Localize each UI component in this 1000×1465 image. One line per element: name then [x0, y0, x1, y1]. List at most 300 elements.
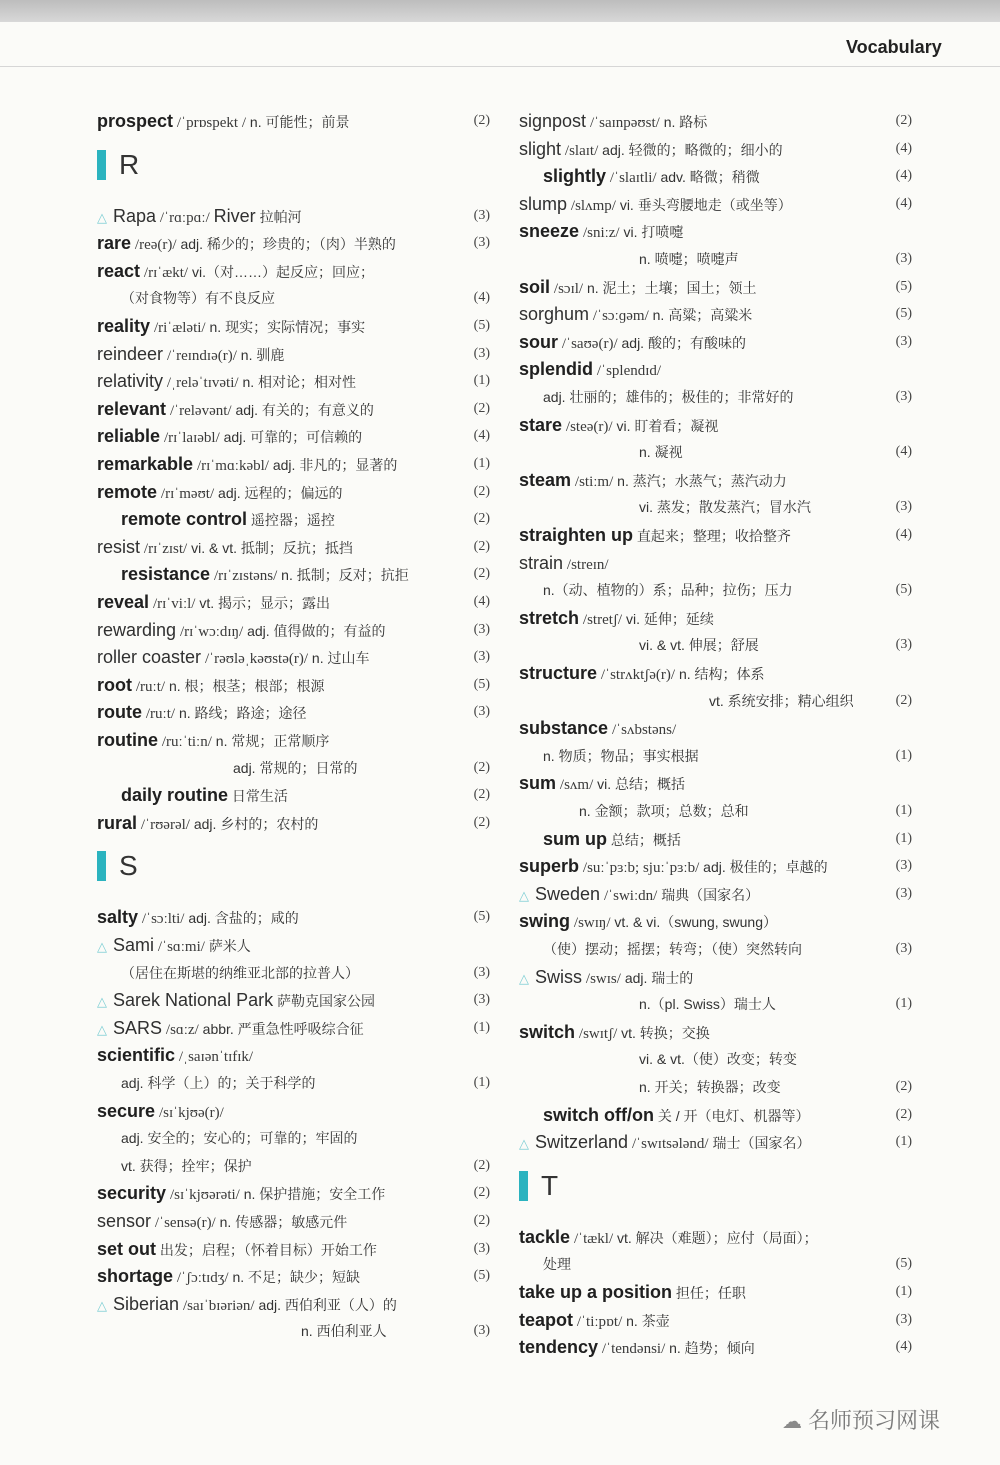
entry-content [543, 936, 802, 962]
section-marker [97, 150, 106, 180]
unit-number: (3) [895, 885, 912, 901]
phonetic: /ˈsplendɪd/ [596, 363, 662, 380]
entry-content [97, 341, 284, 369]
headword: security [97, 1183, 167, 1204]
phonetic: /sniːz/ [582, 225, 620, 242]
definition: n. 根；根茎；根部；根源 [168, 677, 325, 694]
headword: slight [519, 138, 562, 159]
unit-number: (4) [473, 428, 490, 444]
phonetic: /ˈsʌbstəns/ [611, 722, 677, 739]
triangle-icon: △ [519, 970, 529, 986]
definition: 瑞典（国家名） [661, 886, 760, 903]
unit-number: (2) [473, 1185, 490, 1201]
vocab-entry [519, 163, 914, 189]
headword: sneeze [519, 221, 580, 242]
vocab-entry [519, 577, 914, 603]
vocab-entry [519, 384, 914, 410]
definition: adj. 极佳的；卓越的 [703, 859, 828, 876]
definition: n. 高粱；高粱米 [652, 307, 753, 324]
phonetic: /ˈsaɪnpəʊst/ [589, 115, 660, 131]
unit-number: (2) [473, 566, 490, 582]
page-title: Vocabulary [846, 37, 942, 57]
phonetic: /ˈswiːdn/ [603, 887, 658, 904]
vocab-entry [97, 960, 492, 986]
vocab-entry [97, 782, 492, 808]
headword: remarkable [97, 454, 194, 474]
vocab-entry [97, 1042, 492, 1068]
triangle-icon: △ [97, 994, 107, 1010]
entry-content [97, 904, 299, 932]
headword: secure [97, 1100, 156, 1121]
definition: adj. 含盐的；咸的 [188, 910, 299, 927]
section-marker [519, 1171, 528, 1201]
entry-content [97, 451, 397, 479]
definition: n. 泥土；土壤；国土；领土 [586, 279, 757, 296]
section-marker [97, 851, 106, 881]
phonetic: /ˈsɑːmi/ [157, 939, 205, 955]
unit-number: (3) [473, 621, 490, 637]
entry-content [97, 313, 365, 341]
definition: adj. 西伯利亚（人）的 [258, 1296, 397, 1313]
definition: n. 趋势；倾向 [669, 1340, 755, 1357]
vocab-entry [97, 672, 492, 698]
definition: adj. 值得做的；有益的 [247, 622, 386, 639]
entry-content [301, 1318, 387, 1344]
phonetic: /rɪˈmɑːkəbl/ [196, 458, 269, 474]
entry-content [97, 672, 325, 700]
definition: 日常生活 [231, 788, 288, 805]
entry-content [97, 423, 362, 451]
unit-number: (4) [895, 168, 912, 184]
entry-content [543, 826, 681, 853]
unit-number: (2) [473, 787, 490, 803]
headword: daily routine [121, 785, 229, 806]
entry-content [519, 660, 765, 688]
phonetic: /ˈʃɔːtɪdʒ/ [176, 1270, 229, 1287]
wechat-icon: ☁ [782, 1411, 802, 1433]
triangle-icon: △ [97, 209, 107, 225]
phonetic: /suːˈpɜːb; sjuːˈpɜːb/ [582, 860, 700, 877]
definition: adj. 安全的；安心的；可靠的；牢固的 [121, 1130, 358, 1147]
headword: slump [519, 193, 568, 214]
entry-content [233, 755, 357, 781]
entry-content [97, 589, 330, 617]
entry-content [121, 1125, 357, 1151]
definition: （居住在斯堪的纳维亚北部的拉普人） [121, 964, 359, 981]
entry-content [97, 1263, 360, 1291]
entry-content [543, 384, 793, 410]
entry-content [97, 644, 369, 672]
entry-content [97, 810, 318, 838]
vocab-entry [519, 439, 914, 465]
unit-number: (2) [473, 1213, 490, 1228]
definition: n. 相对论；相对性 [242, 374, 357, 391]
headword: roller coaster [97, 647, 202, 668]
unit-number: (2) [473, 483, 490, 499]
phonetic: /sɑːz/ [165, 1021, 199, 1038]
unit-number: (3) [473, 1323, 490, 1339]
headword: steam [519, 469, 572, 490]
entry-content [519, 467, 787, 495]
definition: n. 抵制；反对；抗拒 [281, 567, 409, 584]
headword: rewarding [97, 619, 177, 640]
unit-number: (1) [895, 803, 912, 818]
definition: n. 蒸汽；水蒸气；蒸汽动力 [617, 472, 787, 489]
title-rule [0, 66, 1000, 67]
vocab-entry [97, 506, 492, 532]
definition: 关 / 开（电灯、机器等） [657, 1107, 810, 1124]
entry-content [97, 479, 343, 507]
phonetic: /swɪŋ/ [573, 915, 611, 932]
vocab-entry [519, 908, 914, 934]
phonetic: /ruːˈtiːn/ [161, 734, 212, 750]
headword: Switzerland [535, 1132, 629, 1153]
phonetic: /ˈrəʊləˌkəʊstə(r)/ [204, 651, 309, 668]
phonetic: /stretʃ/ [582, 611, 623, 628]
phonetic: /ˌsaɪənˈtɪfɪk/ [178, 1049, 254, 1066]
headword: River [213, 205, 256, 226]
unit-number: (5) [895, 1256, 912, 1272]
vocab-entry [519, 1279, 914, 1305]
definition: n.（pl. Swiss）瑞士人 [639, 996, 776, 1013]
phonetic: /ˈsaʊə(r)/ [561, 335, 618, 352]
entry-content [519, 853, 828, 881]
phonetic: /rɪˈməʊt/ [160, 485, 215, 502]
definition: adj. 非凡的；显著的 [272, 457, 398, 473]
vocab-entry [519, 743, 914, 769]
vocab-entry [97, 1263, 492, 1289]
definition: vi. 盯着看；凝视 [616, 417, 719, 434]
headword: reindeer [97, 343, 164, 364]
unit-number: (1) [895, 996, 912, 1012]
phonetic: /ˈsensə(r)/ [154, 1215, 216, 1231]
definition: vi. 打喷嚏 [623, 224, 684, 241]
unit-number: (2) [473, 1157, 490, 1173]
phonetic: /rɪˈzɪstəns/ [213, 568, 278, 585]
entry-content [519, 412, 718, 440]
phonetic: /rɪˈlaɪəbl/ [163, 430, 220, 447]
unit-number: (2) [473, 113, 490, 128]
vocab-entry [519, 1224, 914, 1250]
definition: vi.（对……）起反应；回应； [191, 263, 374, 280]
vocab-entry [519, 605, 914, 631]
triangle-icon: △ [519, 1136, 529, 1152]
unit-number: (5) [895, 582, 912, 598]
vocab-entry [97, 755, 492, 781]
unit-number: (2) [473, 759, 490, 775]
vocab-entry [97, 1291, 492, 1317]
entry-content [519, 1019, 710, 1047]
vocab-entry [519, 1102, 914, 1128]
entry-content [121, 285, 275, 311]
vocab-entry [97, 1236, 492, 1262]
unit-number: (5) [473, 318, 490, 333]
unit-number: (3) [473, 992, 490, 1008]
entry-content [97, 396, 374, 424]
vocab-entry [97, 727, 492, 753]
entry-content [519, 329, 746, 357]
vocab-entry [519, 1334, 914, 1360]
headword: sum up [543, 828, 608, 849]
phonetic: /ˈtendənsi/ [601, 1341, 666, 1358]
triangle-icon: △ [97, 1021, 107, 1037]
entry-content [639, 246, 739, 272]
vocab-entry [97, 341, 492, 367]
definition: n. 凝视 [639, 444, 683, 461]
phonetic: /sɪˈkjʊərəti/ [169, 1187, 240, 1204]
headword: rare [97, 233, 132, 254]
entry-content [519, 301, 752, 329]
phonetic: /ˈstrʌktʃə(r)/ [600, 667, 676, 683]
vocab-entry [519, 108, 914, 134]
headword: tackle [519, 1226, 571, 1247]
vocab-entry [519, 218, 914, 244]
vocab-entry [519, 356, 914, 382]
headword: Sami [113, 935, 155, 955]
vocab-entry [97, 1098, 492, 1124]
vocab-entry [519, 246, 914, 272]
entry-content [519, 1224, 818, 1252]
vocab-entry [519, 274, 914, 300]
phonetic: /sʌm/ [559, 777, 594, 794]
entry-content [519, 715, 676, 743]
vocab-entry [97, 258, 492, 284]
definition: adj. 有关的；有意义的 [235, 401, 374, 418]
entry-content [97, 987, 375, 1015]
entry-content [519, 108, 707, 136]
vocab-entry [97, 1180, 492, 1206]
phonetic: /streɪn/ [566, 556, 609, 573]
vocab-entry [519, 1046, 914, 1072]
section-letter: S [119, 850, 138, 882]
definition: adj. 常规的；日常的 [233, 759, 358, 776]
entry-content [97, 727, 329, 755]
vocab-entry [97, 589, 492, 615]
unit-number: (2) [895, 113, 912, 128]
entry-content [519, 356, 661, 384]
entry-content [97, 368, 356, 396]
vocab-entry [519, 660, 914, 686]
triangle-icon: △ [97, 939, 107, 954]
entry-content [519, 1307, 670, 1335]
vocab-entry [97, 108, 492, 134]
unit-number: (1) [895, 1284, 912, 1299]
definition: vt. 获得；拴牢；保护 [121, 1157, 252, 1174]
headword: substance [519, 718, 609, 739]
headword: Siberian [113, 1293, 180, 1314]
definition: n. 喷嚏；喷嚏声 [639, 251, 739, 267]
headword: swing [519, 911, 571, 932]
unit-number: (4) [895, 195, 912, 211]
vocab-entry [519, 467, 914, 493]
entry-content [639, 632, 759, 658]
vocab-entry [97, 1153, 492, 1179]
entry-content [519, 881, 759, 909]
headword: soil [519, 276, 551, 297]
vocab-entry [519, 522, 914, 548]
definition: 担任；任职 [675, 1285, 746, 1301]
headword: resistance [121, 564, 211, 585]
entry-content [121, 506, 335, 533]
unit-number: (3) [895, 499, 912, 515]
definition: （对食物等）有不良反应 [121, 290, 275, 307]
vocab-entry [519, 301, 914, 327]
headword: reality [97, 316, 151, 336]
unit-number: (3) [473, 964, 490, 980]
entry-content [639, 991, 776, 1017]
definition: adv. 略微；稍微 [660, 169, 760, 186]
vocab-entry [519, 936, 914, 962]
headword: sour [519, 331, 559, 352]
entry-content [543, 1102, 810, 1129]
phonetic: /ˈsɔːɡəm/ [592, 308, 649, 325]
phonetic: /swɪs/ [585, 970, 621, 987]
headword: rural [97, 812, 138, 833]
headword: remote control [121, 509, 248, 530]
definition: vi. 垂头弯腰地走（或坐等） [619, 196, 792, 213]
entry-content [519, 191, 792, 219]
vocab-entry [97, 396, 492, 422]
definition: n. 金额；款项；总数；总和 [579, 803, 749, 819]
unit-number: (4) [895, 140, 912, 156]
definition: vt. & vi.（swung, swung） [614, 914, 778, 931]
unit-number: (5) [895, 306, 912, 322]
definition: 处理 [543, 1256, 571, 1273]
headword: Rapa [113, 205, 157, 226]
vocab-entry [519, 136, 914, 162]
vocab-entry [519, 1129, 914, 1155]
entry-content [121, 782, 288, 809]
entry-content [97, 1180, 385, 1208]
entry-content [579, 798, 749, 824]
definition: 拉帕河 [259, 208, 302, 225]
vocab-entry [97, 561, 492, 587]
phonetic: /reə(r)/ [134, 237, 177, 254]
unit-number: (5) [895, 278, 912, 294]
unit-number: (3) [895, 333, 912, 349]
unit-number: (1) [473, 1075, 490, 1090]
headword: root [97, 674, 132, 695]
unit-number: (2) [473, 814, 490, 830]
entry-content [97, 932, 251, 960]
headword: straighten up [519, 525, 634, 545]
entry-content [97, 1015, 364, 1043]
entry-content [97, 203, 302, 231]
vocab-entry [97, 1015, 492, 1041]
entry-content [97, 1098, 224, 1126]
vocab-entry [97, 810, 492, 836]
definition: n. 路线；路途；途径 [178, 705, 307, 722]
phonetic: /ˈrɑːpɑː/ [159, 209, 210, 226]
definition: 直起来；整理；收拾整齐 [636, 528, 791, 544]
vocab-entry [97, 313, 492, 339]
definition: vi. & vt. 伸展；舒展 [639, 637, 759, 654]
unit-number: (3) [895, 941, 912, 956]
headword: relativity [97, 371, 164, 392]
vocab-entry [97, 644, 492, 670]
definition: （使）摆动；摇摆；转弯；（使）突然转向 [543, 941, 802, 957]
headword: switch off/on [543, 1104, 654, 1125]
entry-content [121, 561, 409, 589]
unit-number: (4) [473, 290, 490, 306]
vocab-entry [97, 617, 492, 643]
definition: vt. 解决（难题）；应付（局面）； [617, 1229, 818, 1246]
unit-number: (3) [473, 1240, 490, 1256]
headword: superb [519, 856, 580, 877]
entry-content [519, 550, 609, 578]
definition: n. 开关；转换器；改变 [639, 1079, 781, 1095]
definition: n. 保护措施；安全工作 [243, 1186, 386, 1203]
vocab-entry [97, 932, 492, 958]
entry-content [519, 1334, 755, 1362]
phonetic: /saɪˈbɪəriən/ [182, 1297, 255, 1314]
headword: Sarek National Park [113, 990, 274, 1011]
definition: n. 传感器；敏感元件 [219, 1214, 348, 1230]
top-edge [0, 0, 1000, 22]
headword: routine [97, 730, 158, 750]
headword: tendency [519, 1337, 599, 1358]
definition: adj. 酸的；有酸味的 [621, 334, 746, 351]
vocab-entry [97, 451, 492, 477]
entry-content [639, 439, 683, 465]
unit-number: (2) [895, 692, 912, 708]
unit-number: (2) [895, 1106, 912, 1122]
phonetic: /ˈreɪndɪə(r)/ [166, 347, 237, 364]
triangle-icon: △ [519, 887, 529, 903]
vocab-entry [519, 991, 914, 1017]
vocab-entry [97, 987, 492, 1013]
definition: n. 可能性；前景 [249, 114, 350, 130]
vocab-entry [519, 964, 914, 990]
phonetic: /ˈtiːpɒt/ [576, 1313, 623, 1330]
definition: 萨米人 [208, 938, 251, 954]
definition: vi. 总结；概括 [597, 776, 686, 793]
vocab-entry [97, 1125, 492, 1151]
definition: vi. & vt. 抵制；反抗；抵挡 [191, 539, 353, 556]
vocab-entry [97, 423, 492, 449]
entry-content [97, 1042, 253, 1070]
vocab-entry [519, 688, 914, 714]
unit-number: (3) [473, 345, 490, 361]
unit-number: (4) [895, 1339, 912, 1355]
unit-number: (4) [895, 527, 912, 542]
headword: SARS [113, 1017, 163, 1038]
phonetic: /ˈrʊərəl/ [140, 816, 190, 833]
unit-number: (4) [895, 444, 912, 460]
headword: reveal [97, 592, 150, 612]
triangle-icon: △ [97, 1297, 107, 1313]
entry-content [97, 1208, 347, 1236]
unit-number: (1) [473, 373, 490, 389]
entry-content [519, 770, 685, 798]
phonetic: /ˈtækl/ [573, 1230, 614, 1247]
vocab-entry [97, 230, 492, 256]
vocab-entry [97, 368, 492, 394]
watermark-logo [782, 1404, 940, 1435]
entry-content [97, 1236, 377, 1263]
unit-number: (1) [895, 830, 912, 846]
definition: adj. 稀少的；珍贵的；（肉）半熟的 [180, 236, 396, 253]
phonetic: /ruːt/ [135, 678, 166, 695]
vocab-entry [519, 853, 914, 879]
definition: n. 路标 [663, 114, 708, 130]
entry-content [519, 1129, 810, 1157]
headword: stare [519, 414, 563, 435]
headword: set out [97, 1238, 157, 1259]
definition: 瑞士（国家名） [712, 1135, 811, 1152]
phonetic: /rɪˈzɪst/ [143, 540, 188, 557]
vocab-entry [519, 632, 914, 658]
